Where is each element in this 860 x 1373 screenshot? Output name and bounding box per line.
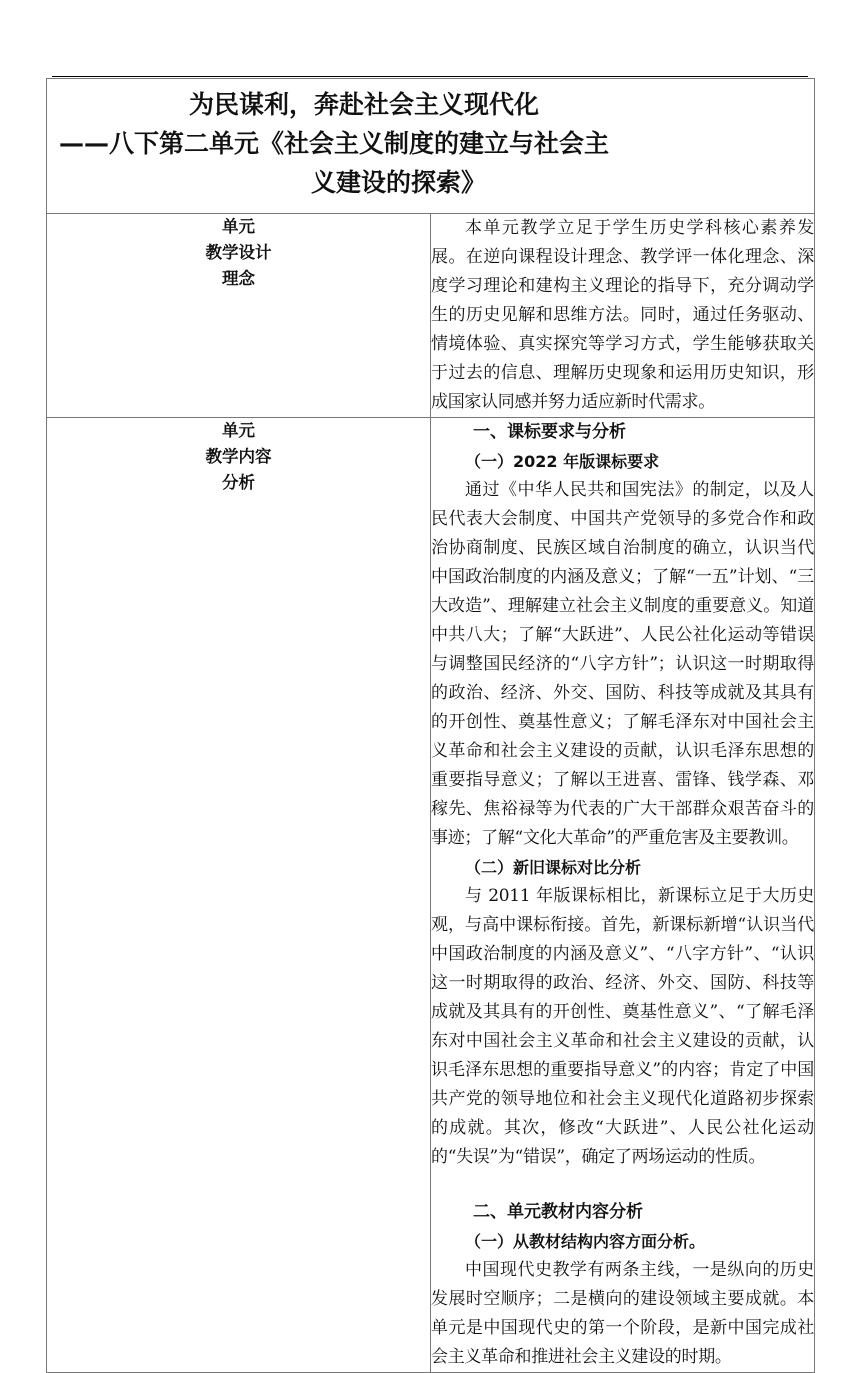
label-line: 单元	[222, 421, 255, 440]
subheading-structure: （一）从教材结构内容方面分析。	[465, 1232, 706, 1251]
title-row	[47, 79, 815, 214]
top-rule	[52, 76, 808, 77]
design-concept-row	[47, 214, 815, 418]
label-line: 教学设计	[205, 243, 272, 262]
content-analysis-row	[47, 418, 815, 1373]
design-concept-label	[47, 214, 431, 418]
content-analysis-label	[47, 418, 431, 1373]
paragraph-structure: 中国现代史教学有两条主线，一是纵向的历史发展时空顺序；二是横向的建设领域主要成就。本单元是中国现代史的第一个阶段，是新中国完成社会主义革命和推进社会主义建设的时期。	[431, 1260, 814, 1367]
paragraph-2022-standard: 通过《中华人民共和国宪法》的制定，以及人民代表大会制度、中国共产党领导的多党合作和政治协商制度、民族区域自治制度的确立，认识当代中国政治制度的内涵及意义；了解“一五”计划、“三大改造”、理解建立社会主义制度的重要意义。知道中共八大；了解“大跃进”、人民公社化运动等错误与调整国民经济的“八字方针”；认识这一时期取得的政治、经济、外交、国防、科技等成就及其具有的开创性、奠基性意义；了解毛泽东对中国社会主义革命和社会主义建设的贡献，认识毛泽东思想的重要指导意义；了解以王进喜、雷锋、钱学森、邓稼先、焦裕禄等为代表的广大干部群众艰苦奋斗的事迹；了解“文化大革命”的严重危害及主要教训。	[431, 480, 814, 848]
label-line: 理念	[222, 269, 255, 288]
spacer	[431, 1172, 814, 1198]
design-concept-text: 本单元教学立足于学生历史学科核心素养发展。在逆向课程设计理念、教学评一体化理念、深度学习理论和建构主义理论的指导下，充分调动学生的历史见解和思维方法。同时，通过任务驱动、情境体验、真实探究等学习方式，学生能够获取关于过去的信息、理解历史现象和运用历史知识，形成国家认同感并努力适应新时代需求。	[431, 218, 814, 412]
heading-textbook-analysis: 二、单元教材内容分析	[473, 1202, 643, 1222]
paragraph-comparison: 与 2011 年版课标相比，新课标立足于大历史观，与高中课标衔接。首先，新课标新增“认识当代中国政治制度的内涵及意义”、“八字方针”、“认识这一时期取得的政治、经济、外交、国防、科技等成就及其具有的开创性、奠基性意义”、“了解毛泽东对中国社会主义革命和社会主义建设的贡献，认识毛泽东思想的重要指导意义”的内容；肯定了中国共产党的领导地位和社会主义现代化道路初步探索的成就。其次，修改“大跃进”、人民公社化运动的“失误”为“错误”，确定了两场运动的性质。	[431, 886, 814, 1167]
design-concept-content	[431, 214, 815, 418]
label-line: 单元	[222, 217, 255, 236]
content-analysis-content	[431, 418, 815, 1373]
subheading-2022-standard: （一）2022 年版课标要求	[465, 452, 660, 471]
lesson-table	[46, 78, 815, 1373]
label-line: 分析	[222, 473, 255, 492]
title-line-3: 义建设的探索》	[311, 168, 487, 197]
label-line: 教学内容	[205, 447, 272, 466]
title-line-2: ——八下第二单元《社会主义制度的建立与社会主	[59, 129, 610, 158]
title-cell	[47, 79, 815, 214]
heading-curriculum-requirements: 一、课标要求与分析	[473, 422, 626, 442]
subheading-comparison: （二）新旧课标对比分析	[465, 858, 642, 877]
title-line-1: 为民谋利，奔赴社会主义现代化	[189, 90, 540, 119]
document-title	[47, 79, 814, 202]
